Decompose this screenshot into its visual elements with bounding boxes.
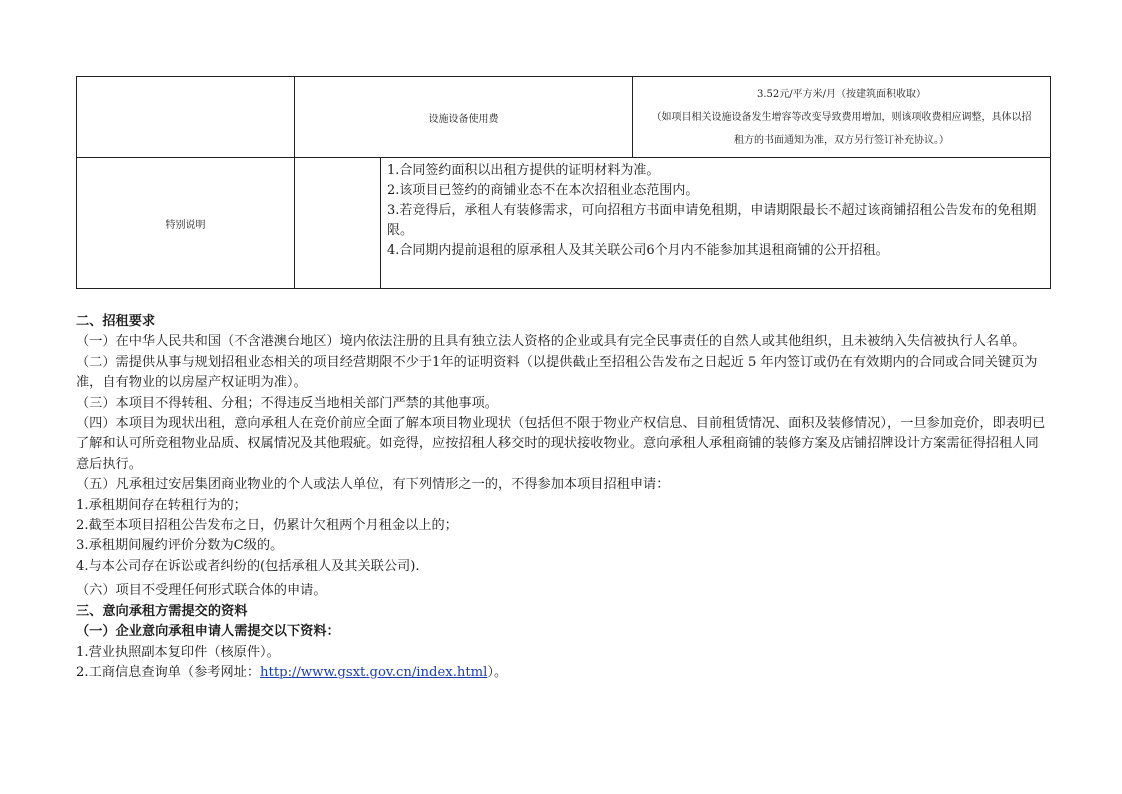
section-3-subheading: （一）企业意向承租申请人需提交以下资料： <box>76 624 340 640</box>
fee-table <box>76 76 1051 289</box>
requirement-5: （五）凡承租过安居集团商业物业的个人或法人单位，有下列情形之一的，不得参加本项目招租申请： <box>76 477 670 493</box>
note-item-1: 1.合同签约面积以出租方提供的证明材料为准。 <box>387 163 660 178</box>
requirement-3: （三）本项目不得转租、分租；不得违反当地相关部门严禁的其他事项。 <box>76 395 498 411</box>
table-row <box>77 158 1051 289</box>
note-item-2: 2.该项目已签约的商铺业态不在本次招租业态范围内。 <box>387 183 699 198</box>
requirement-1: （一）在中华人民共和国（不含港澳台地区）境内依法注册的且具有独立法人资格的企业或具有完全民事责任的自然人或其他组织，且未被纳入失信被执行人名单。 <box>76 334 1026 350</box>
table-row <box>77 77 1051 158</box>
list-item: 1.承租期间存在转租行为的； <box>76 497 247 513</box>
material-item-2-prefix: 2.工商信息查询单（参考网址： <box>76 664 261 680</box>
fee-note-line-2: 租方的书面通知为准，双方另行签订补充协议。） <box>734 134 949 146</box>
note-item-3: 3.若竞得后，承租人有装修需求，可向招租方书面申请免租期，申请期限最长不超过该商铺招租公告发布的免租期限。 <box>387 203 1037 238</box>
list-item: 2.截至本项目招租公告发布之日，仍累计欠租两个月租金以上的； <box>76 518 458 534</box>
material-item-2 <box>76 663 1050 683</box>
list-item: 3.承租期间履约评价分数为C级的。 <box>76 538 284 554</box>
list-item: 4.与本公司存在诉讼或者纠纷的(包括承租人及其关联公司). <box>76 558 420 574</box>
material-item-1: 1.营业执照副本复印件（核原件）。 <box>76 644 280 660</box>
special-note-label: 特别说明 <box>77 158 295 289</box>
material-item-2-suffix: ）。 <box>487 664 508 680</box>
special-notes-cell <box>381 158 1051 289</box>
reference-link[interactable]: http://www.gsxt.gov.cn/index.html <box>260 664 488 680</box>
section-2-heading: 二、招租要求 <box>76 314 156 329</box>
fee-rate: 3.52元/平方米/月（按建筑面积收取） <box>756 88 926 100</box>
empty-cell <box>295 158 381 289</box>
fee-note-line-1: （如项目相关设施设备发生增容等改变导致费用增加，则该项收费相应调整，具体以招 <box>651 111 1032 123</box>
requirement-6: （六）项目不受理任何形式联合体的申请。 <box>76 583 327 599</box>
note-item-4: 4.合同期内提前退租的原承租人及其关联公司6个月内不能参加其退租商铺的公开招租。 <box>387 243 889 258</box>
requirement-4: （四）本项目为现状出租，意向承租人在竞价前应全面了解本项目物业现状（包括但不限于物业产权信息、目前租赁情况、面积及装修情况），一旦参加竞价，即表明已了解和认可所竞租物业品质、权属情况及其他瑕疵。如竞得，应按招租人移交时的现状接收物业。意向承租人承租商铺的装修方案及店铺招牌设计方案需征得招租人同意后执行。 <box>76 416 1046 472</box>
fee-detail-cell <box>633 77 1051 158</box>
row-label-cell <box>77 77 295 158</box>
document-body <box>76 312 1050 683</box>
requirement-2: （二）需提供从事与规划招租业态相关的项目经营期限不少于1年的证明资料（以提供截止至招租公告发布之日起近 5 年内签订或仍在有效期内的合同或合同关键页为准，自有物业的以房屋产权证明为准）。 <box>76 354 1038 391</box>
section-3-heading: 三、意向承租方需提交的资料 <box>76 603 248 619</box>
fee-item-name: 设施设备使用费 <box>295 77 633 158</box>
